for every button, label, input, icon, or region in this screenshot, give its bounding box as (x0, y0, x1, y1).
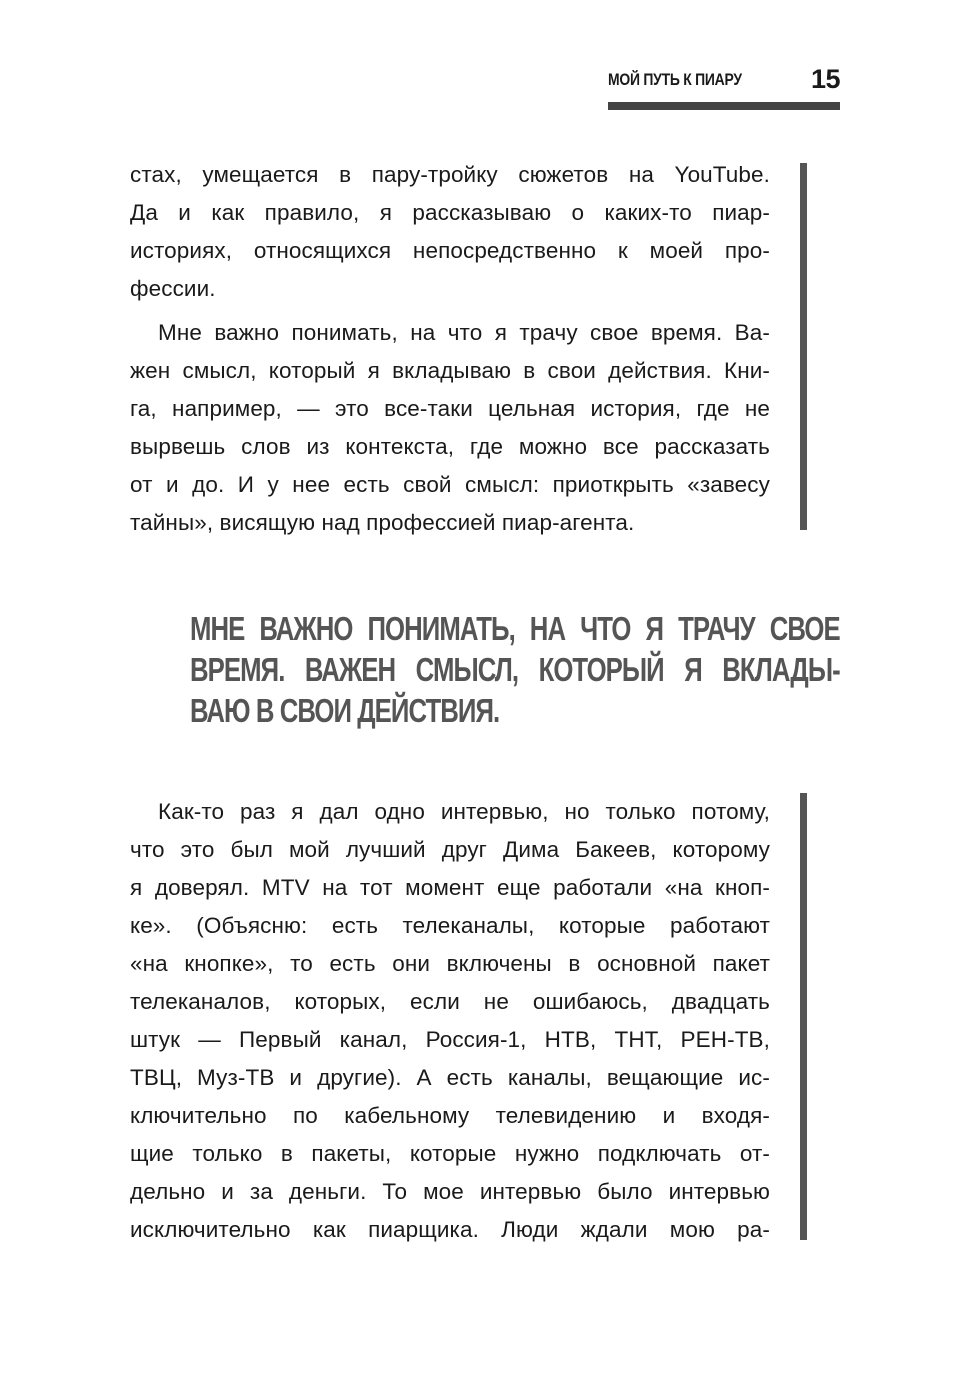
paragraph-2 (130, 314, 770, 542)
pull-quote (190, 608, 840, 731)
text-line: телеканалов, которых, если не ошибаюсь, двадцать (130, 989, 770, 1014)
text-line: «на кнопке», то есть они включены в основной пакет (130, 951, 770, 976)
text-line: дельно и за деньги. То мое интервью было интервью (130, 1179, 770, 1204)
text-line: жен смысл, который я вкладываю в свои действия. Кни- (130, 358, 770, 383)
text-line: га, например, — это все-таки цельная история, где не (130, 396, 770, 421)
paragraph-3 (130, 793, 770, 1249)
text-line: историях, относящихся непосредственно к моей про- (130, 238, 770, 263)
text-line: я доверял. MTV на тот момент еще работали «на кноп- (130, 875, 770, 900)
text-line: вырвешь слов из контекста, где можно все рассказать (130, 434, 770, 459)
paragraph-1 (130, 156, 770, 308)
pull-quote-line: ВРЕМЯ. ВАЖЕН СМЫСЛ, КОТОРЫЙ Я ВКЛАДЫ- (190, 651, 840, 688)
text-line: штук — Первый канал, Россия-1, НТВ, ТНТ, РЕН-ТВ, (130, 1027, 770, 1052)
text-line: тайны», висящую над профессией пиар-агента. (130, 510, 635, 535)
page-number: 15 (810, 64, 840, 94)
pull-quote-line: ВАЮ В СВОИ ДЕЙСТВИЯ. (190, 692, 500, 729)
text-line: фессии. (130, 276, 216, 301)
text-line: стах, умещается в пару-тройку сюжетов на YouTube. (130, 162, 770, 187)
text-line: ТВЦ, Муз-ТВ и другие). А есть каналы, вещающие ис- (130, 1065, 770, 1090)
text-line: Мне важно понимать, на что я трачу свое время. Ва- (158, 320, 770, 345)
running-header (608, 62, 840, 110)
chapter-title: МОЙ ПУТЬ К ПИАРУ (608, 70, 742, 89)
text-line: Как-то раз я дал одно интервью, но только потому, (158, 799, 770, 824)
text-line: щие только в пакеты, которые нужно подключать от- (130, 1141, 770, 1166)
text-line: Да и как правило, я рассказываю о каких-то пиар- (130, 200, 770, 225)
margin-bar-bottom (800, 793, 807, 1240)
text-line: от и до. И у нее есть свой смысл: приоткрыть «завесу (130, 472, 770, 497)
pull-quote-line: МНЕ ВАЖНО ПОНИМАТЬ, НА ЧТО Я ТРАЧУ СВОЕ (190, 610, 840, 647)
text-line: ке». (Объясню: есть телеканалы, которые работают (130, 913, 770, 938)
text-line: ключительно по кабельному телевидению и входя- (130, 1103, 770, 1128)
margin-bar-top (800, 163, 807, 530)
header-rule (608, 102, 840, 110)
text-line: исключительно как пиарщика. Люди ждали мою ра- (130, 1217, 770, 1242)
text-line: что это был мой лучший друг Дима Бакеев, которому (130, 837, 770, 862)
